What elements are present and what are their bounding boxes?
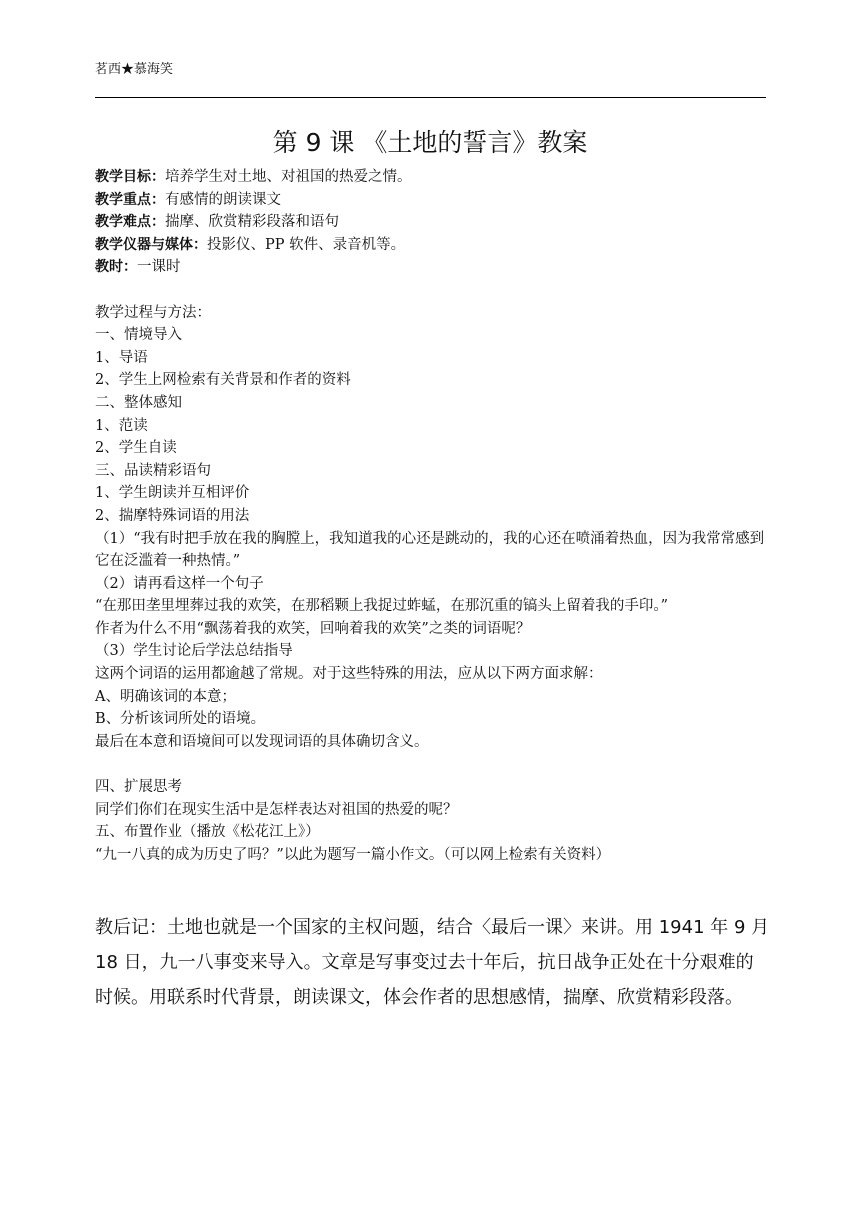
text-line: 2、学生上网检索有关背景和作者的资料 xyxy=(95,372,351,389)
process-heading: 教学过程与方法： xyxy=(95,304,211,321)
page-header: 茗西★慕海笑 xyxy=(95,62,174,77)
text-line: B、分析该词所处的语境。 xyxy=(95,711,266,728)
text-line: 同学们你们在现实生活中是怎样表达对祖国的热爱的呢？ xyxy=(95,801,458,818)
meta-label: 教学难点： xyxy=(95,214,165,231)
meta-value: 培养学生对土地、对祖国的热爱之情。 xyxy=(165,169,412,185)
text-line: （1）“我有时把手放在我的胸膛上，我知道我的心还是跳动的，我的心还在喷涌着热血，因为我常常感到它在泛滥着一种热情。” xyxy=(95,530,765,570)
text-line: 1、导语 xyxy=(95,349,148,366)
postscript: 教后记：土地也就是一个国家的主权问题，结合〈最后一课〉来讲。用 1941 年 9 月 18 日，九一八事变来导入。文章是写事变过去十年后，抗日战争正处在十分艰难的时候。用联系时代背景，朗读课文，体会作者的思想感情，揣摩、欣赏精彩段落。 xyxy=(95,917,770,1008)
text-line: 五、布置作业（播放《松花江上》） xyxy=(95,824,320,841)
meta-value: 揣摩、欣赏精彩段落和语句 xyxy=(165,214,339,231)
text-line: 最后在本意和语境间可以发现词语的具体确切含义。 xyxy=(95,733,429,750)
meta-label: 教学重点： xyxy=(95,191,165,208)
process-section-1 xyxy=(95,324,770,753)
text-line: （3）学生讨论后学法总结指导 xyxy=(95,643,293,660)
text-line: 1、学生朗读并互相评价 xyxy=(95,485,250,502)
text-line: 四、扩展思考 xyxy=(95,779,182,796)
meta-equipment xyxy=(95,234,770,257)
text-line: 二、整体感知 xyxy=(95,394,182,411)
meta-periods xyxy=(95,256,770,279)
lesson-body xyxy=(95,166,770,866)
meta-objective xyxy=(95,166,770,189)
meta-label: 教学目标： xyxy=(95,169,165,185)
text-line: 2、学生自读 xyxy=(95,440,177,457)
meta-difficulty xyxy=(95,211,770,234)
header-divider xyxy=(95,97,766,98)
text-line: 一、情境导入 xyxy=(95,327,182,344)
text-line: “在那田垄里埋葬过我的欢笑，在那稻颗上我捉过蚱蜢，在那沉重的镐头上留着我的手印。” xyxy=(95,598,669,615)
meta-label: 教时： xyxy=(95,259,137,276)
text-line: 1、范读 xyxy=(95,417,148,434)
meta-value: 有感情的朗读课文 xyxy=(165,191,281,208)
text-line: 三、品读精彩语句 xyxy=(95,462,211,479)
text-line: 这两个词语的运用都逾越了常规。对于这些特殊的用法，应从以下两方面求解： xyxy=(95,666,603,683)
process-section-2 xyxy=(95,776,770,866)
spacer xyxy=(95,279,770,302)
meta-focus xyxy=(95,189,770,212)
text-line: 作者为什么不用“飘荡着我的欢笑，回响着我的欢笑”之类的词语呢？ xyxy=(95,620,531,637)
meta-label: 教学仪器与媒体： xyxy=(95,236,207,253)
meta-value: 投影仪、PP 软件、录音机等。 xyxy=(207,236,406,253)
text-line: （2）请再看这样一个句子 xyxy=(95,575,264,592)
spacer xyxy=(95,753,770,776)
text-line: A、明确该词的本意； xyxy=(95,688,236,705)
text-line: “九一八真的成为历史了吗？”以此为题写一篇小作文。（可以网上检索有关资料） xyxy=(95,846,611,863)
page-title: 第 9 课 《土地的誓言》教案 xyxy=(272,127,588,157)
meta-value: 一课时 xyxy=(137,259,181,276)
text-line: 2、揣摩特殊词语的用法 xyxy=(95,507,250,524)
